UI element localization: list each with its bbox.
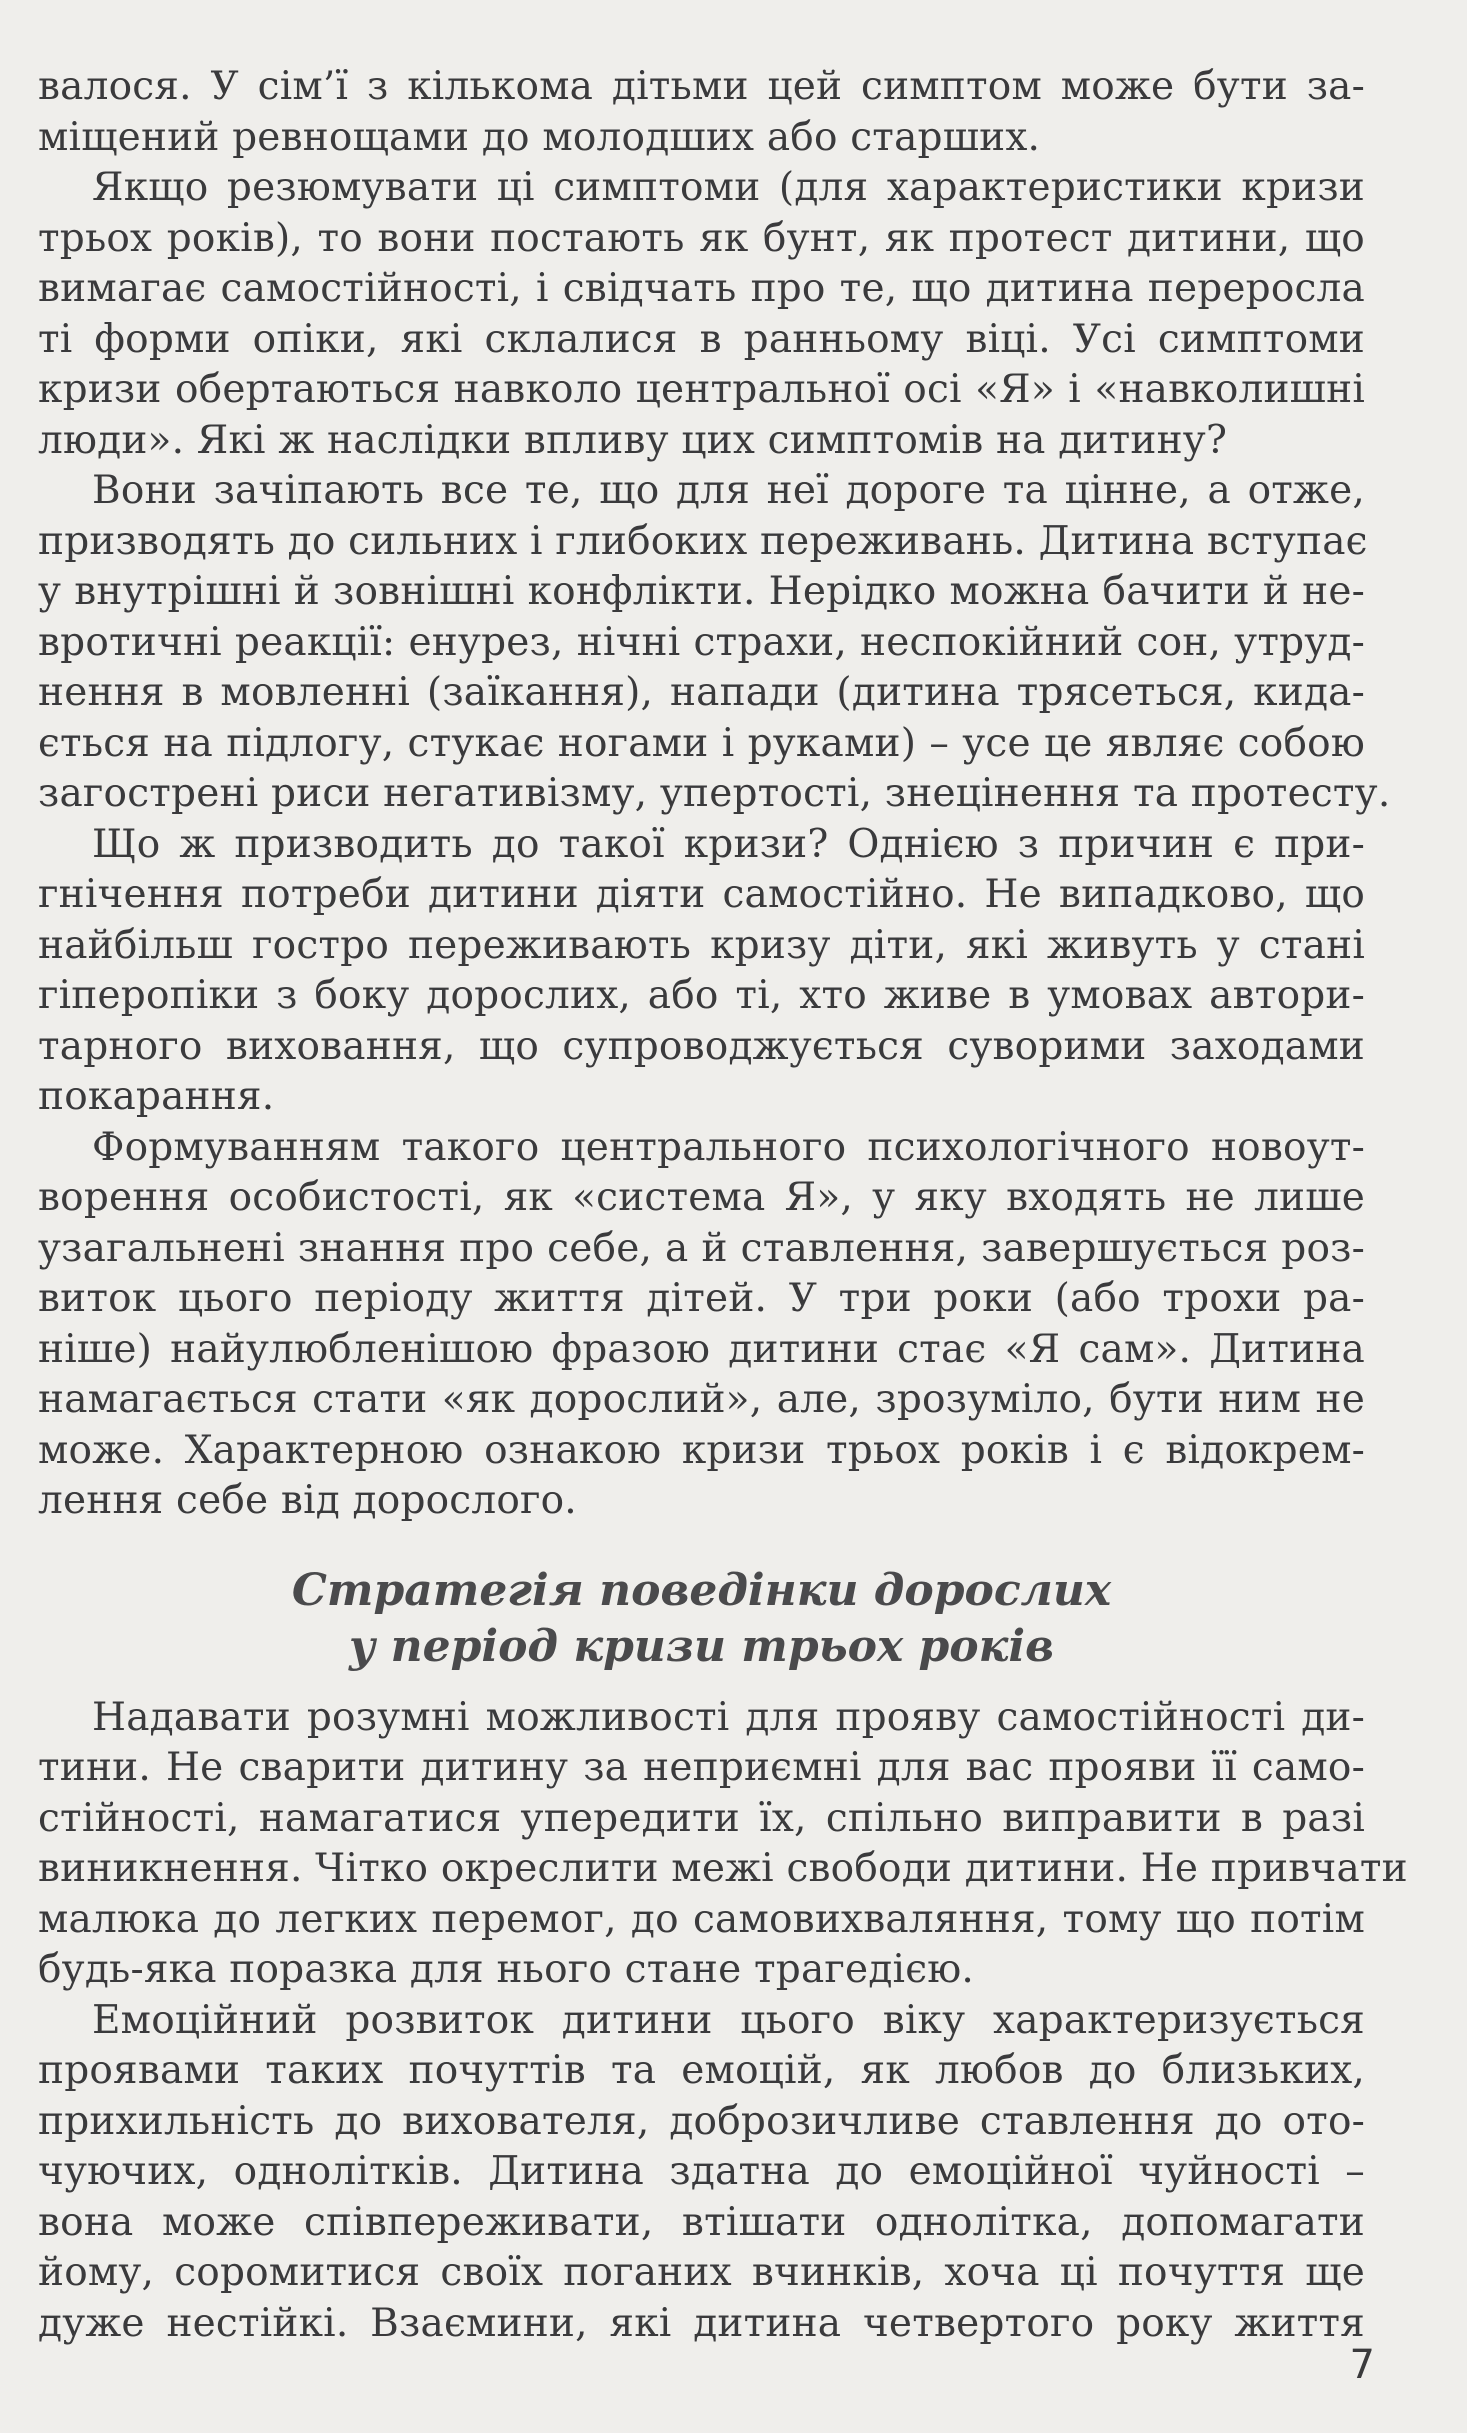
text-line: малюка до легких перемог, до самовихваляння, тому що потім	[38, 1896, 1365, 1942]
text-line: виток цього періоду життя дітей. У три роки (або трохи ра-	[38, 1276, 1365, 1321]
text-line: узагальнені знання про себе, а й ставлення, завершується роз-	[38, 1225, 1365, 1271]
text-line: прихильність до вихователя, доброзичливе ставлення до ото-	[38, 2098, 1365, 2144]
text-line: валося. У сім’ї з кількома дітьми цей симптом може бути за-	[38, 64, 1365, 109]
page-number: 7	[1349, 2342, 1375, 2388]
text-line: Надавати розумні можливості для прояву самостійності ди-	[92, 1694, 1365, 1740]
text-line: тарного виховання, що супроводжується суворими заходами	[38, 1023, 1365, 1069]
text-line: дуже нестійкі. Взаємини, які дитина четвертого року життя	[38, 2300, 1365, 2346]
text-line: ніше) найулюбленішою фразою дитини стає «Я сам». Дитина	[38, 1326, 1365, 1372]
text-line: Якщо резюмувати ці симптоми (для характеристики кризи	[92, 165, 1365, 210]
text-line: призводять до сильних і глибоких переживань. Дитина вступає	[38, 518, 1368, 564]
section-heading-line-2: у період кризи трьох років	[348, 1620, 1055, 1672]
text-line: Вони зачіпають все те, що для неї дороге та цінне, а отже,	[92, 468, 1365, 513]
text-line: вимагає самостійності, і свідчать про те, що дитина переросла	[38, 266, 1365, 311]
text-line: Формуванням такого центрального психологічного новоут-	[92, 1124, 1365, 1170]
text-line: ті форми опіки, які склалися в ранньому віці. Усі симптоми	[38, 316, 1365, 362]
text-line: трьох років), то вони постають як бунт, як протест дитини, що	[38, 215, 1365, 261]
text-line: йому, соромитися своїх поганих вчинків, хоча ці почуття ще	[38, 2250, 1365, 2295]
paragraph	[38, 163, 1365, 466]
text-line: міщений ревнощами до молодших або старших.	[38, 114, 1041, 160]
text-line: у внутрішні й зовнішні конфлікти. Нерідко можна бачити й не-	[38, 569, 1365, 614]
paragraph	[38, 1693, 1408, 1996]
text-line: Що ж призводить до такої кризи? Однією з причин є при-	[92, 821, 1365, 867]
text-line: може. Характерною ознакою кризи трьох років і є відокрем-	[38, 1427, 1365, 1473]
paragraph	[38, 1123, 1365, 1527]
text-line: ворення особистості, як «система Я», у яку входять не лише	[38, 1175, 1365, 1220]
paragraph	[38, 62, 1365, 163]
section-heading	[38, 1563, 1365, 1675]
text-line: стійності, намагатися упередити їх, спільно виправити в разі	[38, 1795, 1365, 1841]
text-line: чуючих, однолітків. Дитина здатна до емоційної чуйності –	[38, 2149, 1365, 2194]
body-text-top	[38, 62, 1391, 1527]
text-line: вона може співпереживати, втішати однолітка, допомагати	[38, 2199, 1365, 2245]
body-text-bottom	[38, 1693, 1408, 2350]
text-line: вротичні реакції: енурез, нічні страхи, неспокійний сон, утруд-	[38, 619, 1365, 665]
text-line: загострені риси негативізму, упертості, знецінення та протесту.	[38, 771, 1391, 816]
text-line: люди». Які ж наслідки впливу цих симптомів на дитину?	[38, 417, 1228, 463]
text-line: ється на підлогу, стукає ногами і руками) – усе це являє собою	[38, 720, 1365, 766]
paragraph	[38, 466, 1391, 820]
page-body	[38, 62, 1408, 2349]
text-line: Емоційний розвиток дитини цього віку характеризується	[92, 1997, 1365, 2043]
text-line: покарання.	[38, 1074, 275, 1119]
text-line: намагається стати «як дорослий», але, зрозуміло, бути ним не	[38, 1377, 1365, 1422]
paragraph	[38, 1996, 1365, 2350]
text-line: гіперопіки з боку дорослих, або ті, хто живе в умовах автори-	[38, 973, 1365, 1018]
text-line: проявами таких почуттів та емоцій, як любов до близьких,	[38, 2048, 1365, 2093]
text-line: виникнення. Чітко окреслити межі свободи дитини. Не привчати	[38, 1846, 1408, 1891]
text-line: будь-яка поразка для нього стане трагедією.	[38, 1947, 974, 1992]
text-line: найбільш гостро переживають кризу діти, які живуть у стані	[38, 922, 1365, 968]
text-line: гнічення потреби дитини діяти самостійно. Не випадково, що	[38, 872, 1365, 917]
text-line: лення себе від дорослого.	[38, 1478, 577, 1523]
text-line: тини. Не сварити дитину за неприємні для вас прояви її само-	[38, 1745, 1365, 1790]
section-heading-line-1: Стратегія поведінки дорослих	[291, 1564, 1112, 1616]
text-line: нення в мовленні (заїкання), напади (дитина трясеться, кида-	[38, 670, 1365, 715]
paragraph	[38, 820, 1365, 1123]
text-line: кризи обертаються навколо центральної осі «Я» і «навколишні	[38, 367, 1365, 412]
